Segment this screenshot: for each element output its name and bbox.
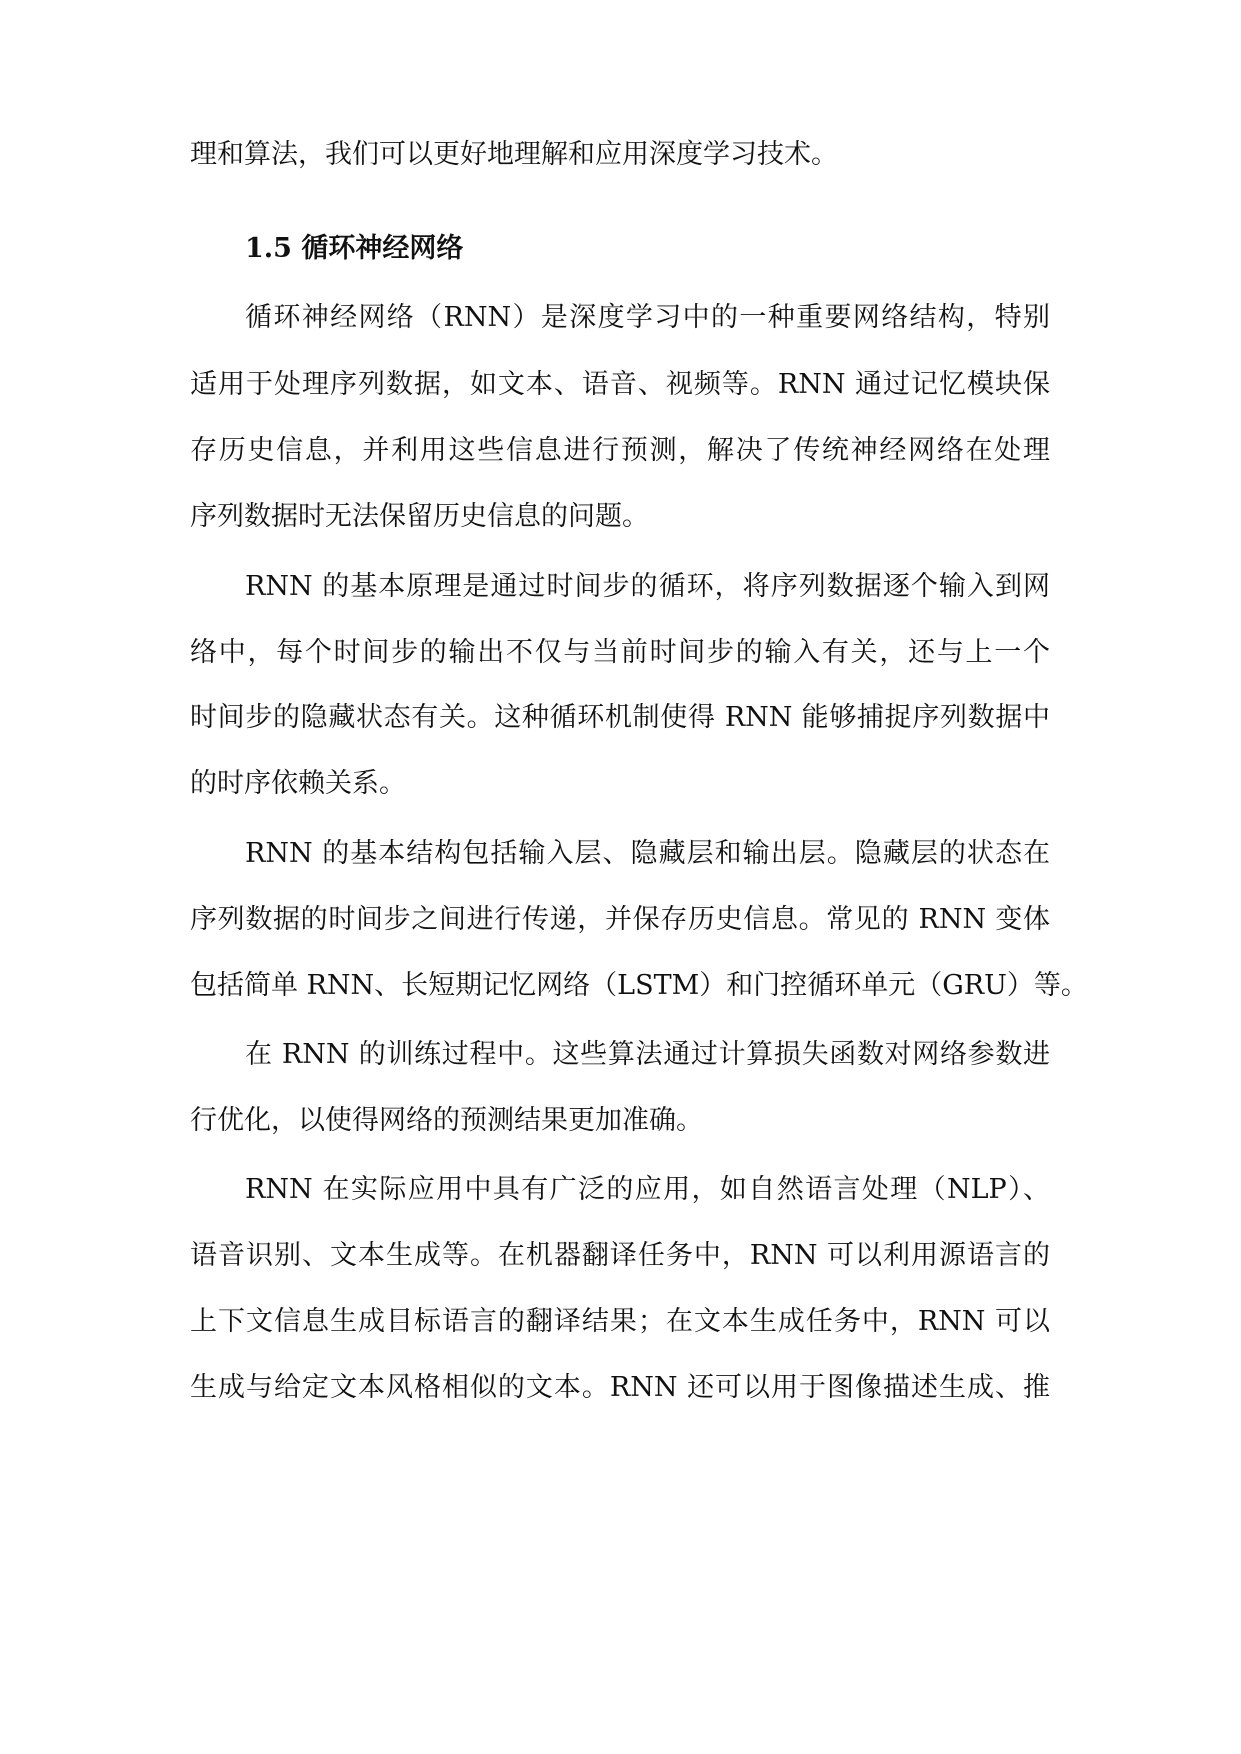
paragraph-1-line: 循环神经网络（RNN）是深度学习中的一种重要网络结构，特别 bbox=[245, 302, 1050, 333]
paragraph-1-line: 适用于处理序列数据，如文本、语音、视频等。RNN 通过记忆模块保 bbox=[190, 369, 1050, 400]
paragraph-3-line: 序列数据的时间步之间进行传递，并保存历史信息。常见的 RNN 变体 bbox=[190, 904, 1050, 935]
section-heading: 1.5 循环神经网络 bbox=[245, 233, 464, 264]
paragraph-1-line: 存历史信息，并利用这些信息进行预测，解决了传统神经网络在处理 bbox=[190, 435, 1050, 466]
paragraph-4-line: 行优化，以使得网络的预测结果更加准确。 bbox=[190, 1105, 703, 1136]
paragraph-5-line: 语音识别、文本生成等。在机器翻译任务中，RNN 可以利用源语言的 bbox=[190, 1240, 1050, 1271]
paragraph-4-line: 在 RNN 的训练过程中。这些算法通过计算损失函数对网络参数进 bbox=[245, 1039, 1050, 1070]
paragraph-5-line: 生成与给定文本风格相似的文本。RNN 还可以用于图像描述生成、推 bbox=[190, 1372, 1050, 1403]
paragraph-5-line: RNN 在实际应用中具有广泛的应用，如自然语言处理（NLP）、 bbox=[245, 1174, 1050, 1205]
paragraph-5-line: 上下文信息生成目标语言的翻译结果；在文本生成任务中，RNN 可以 bbox=[190, 1306, 1050, 1337]
paragraph-2-line: RNN 的基本原理是通过时间步的循环，将序列数据逐个输入到网 bbox=[245, 571, 1050, 602]
paragraph-1-line: 序列数据时无法保留历史信息的问题。 bbox=[190, 501, 649, 532]
text-line: 理和算法，我们可以更好地理解和应用深度学习技术。 bbox=[190, 139, 838, 170]
paragraph-2-line: 时间步的隐藏状态有关。这种循环机制使得 RNN 能够捕捉序列数据中 bbox=[190, 702, 1050, 733]
paragraph-2-line: 络中，每个时间步的输出不仅与当前时间步的输入有关，还与上一个 bbox=[190, 637, 1050, 668]
paragraph-2-line: 的时序依赖关系。 bbox=[190, 768, 406, 799]
paragraph-3-line: RNN 的基本结构包括输入层、隐藏层和输出层。隐藏层的状态在 bbox=[245, 838, 1050, 869]
paragraph-3-line: 包括简单 RNN、长短期记忆网络（LSTM）和门控循环单元（GRU）等。 bbox=[190, 970, 1088, 1001]
